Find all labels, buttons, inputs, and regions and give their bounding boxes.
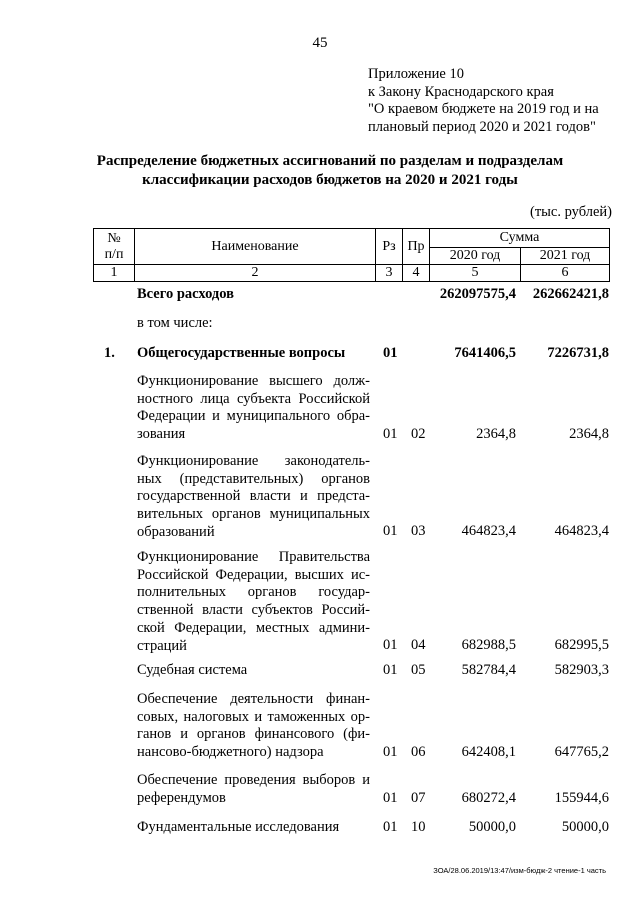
total-2021: 262662421,8: [532, 286, 609, 302]
row-2020: 464823,4: [461, 523, 516, 539]
name-line: Обеспечение деятельности финан-: [137, 691, 370, 707]
row-pr: 05: [411, 662, 426, 678]
row-2020: 2364,8: [476, 426, 516, 442]
row-name: [137, 662, 370, 680]
header-col-3: 3: [376, 265, 403, 282]
name-line: полнительных органов государ-: [137, 584, 370, 601]
name-line: государственной власти и предста-: [137, 488, 370, 505]
table-header: [93, 228, 610, 282]
name-line: Функционирование Правительства: [137, 549, 370, 565]
header-col-1: 1: [94, 265, 135, 282]
row-2020: 50000,0: [468, 819, 516, 835]
header-col-5: 5: [430, 265, 521, 282]
row-pr: 06: [411, 744, 426, 760]
name-line: ственной власти субъектов Россий-: [137, 602, 370, 619]
row-name: [137, 772, 370, 807]
appendix-line: к Закону Краснодарского края: [368, 83, 554, 100]
name-line: ской Федерации, местных админи-: [137, 619, 370, 636]
header-year-2021: 2021 год: [521, 248, 610, 265]
row-rz: 01: [383, 637, 398, 653]
name-line: Функционирование высшего долж-: [137, 373, 370, 389]
row-rz: 01: [383, 790, 398, 806]
header-num-sub: п/п: [104, 246, 124, 262]
section-2021: 7226731,8: [547, 345, 609, 361]
name-line: Федерации и муниципального обра-: [137, 408, 370, 425]
appendix-block: [368, 66, 630, 136]
row-2020: 682988,5: [461, 637, 516, 653]
title-line: классификации расходов бюджетов на 2020 и 2021 годы: [142, 172, 518, 188]
name-line: референдумов: [137, 789, 226, 806]
header-rz: Рз: [376, 229, 403, 265]
name-line: нансово-бюджетного) надзора: [137, 744, 324, 761]
total-2020: 262097575,4: [439, 286, 516, 302]
row-rz: 01: [383, 819, 398, 835]
header-pr: Пр: [403, 229, 430, 265]
name-line: ганов и органов финансового (фи-: [137, 726, 370, 743]
row-name: [137, 453, 370, 542]
name-line: образований: [137, 523, 215, 540]
appendix-line: Приложение 10: [368, 66, 464, 82]
name-line: Обеспечение проведения выборов и: [137, 772, 370, 788]
row-2021: 464823,4: [554, 523, 609, 539]
section-num: 1.: [104, 345, 115, 361]
name-line: Судебная система: [137, 662, 248, 678]
row-2021: 647765,2: [554, 744, 609, 760]
header-sum: Сумма: [430, 229, 610, 248]
header-num: [94, 229, 135, 265]
name-line: Функционирование законодатель-: [137, 453, 370, 469]
row-name: [137, 549, 370, 655]
title-line: Распределение бюджетных ассигнований по разделам и подразделам: [96, 153, 564, 169]
name-line: вительных органов муниципальных: [137, 506, 370, 523]
row-2021: 155944,6: [554, 790, 609, 806]
name-line: совых, налоговых и таможенных ор-: [137, 708, 370, 725]
row-rz: 01: [383, 662, 398, 678]
row-name: [137, 691, 370, 762]
footer-stamp: ЗОА/28.06.2019/13:47/изм-бюдж-2 чтение-1 часть: [433, 866, 606, 875]
page-number: 45: [312, 35, 328, 51]
name-line: зования: [137, 426, 186, 443]
row-2021: 582903,3: [554, 662, 609, 678]
row-name: [137, 373, 370, 444]
header-col-2: 2: [135, 265, 376, 282]
name-line: ностного лица субъекта Российской: [137, 390, 370, 407]
row-pr: 07: [411, 790, 426, 806]
appendix-line: "О краевом бюджете на 2019 год и на: [368, 101, 599, 117]
appendix-line: плановый период 2020 и 2021 годов": [368, 118, 596, 135]
header-name: Наименование: [135, 229, 376, 265]
row-pr: 10: [411, 819, 426, 835]
section-rz: 01: [383, 345, 398, 361]
header-col-6: 6: [521, 265, 610, 282]
units-label: (тыс. рублей): [530, 204, 612, 220]
row-pr: 02: [411, 426, 426, 442]
row-rz: 01: [383, 523, 398, 539]
row-name: [137, 819, 370, 837]
row-2021: 2364,8: [569, 426, 609, 442]
document-title: [60, 152, 600, 190]
name-line: ных (представительных) органов: [137, 470, 370, 487]
row-2020: 680272,4: [461, 790, 516, 806]
row-2020: 642408,1: [461, 744, 516, 760]
including-label: в том числе:: [137, 315, 213, 331]
section-label: Общегосударственные вопросы: [137, 345, 346, 361]
row-pr: 04: [411, 637, 426, 653]
row-rz: 01: [383, 426, 398, 442]
row-rz: 01: [383, 744, 398, 760]
name-line: Российской Федерации, высших ис-: [137, 566, 370, 583]
header-col-4: 4: [403, 265, 430, 282]
row-2020: 582784,4: [461, 662, 516, 678]
row-pr: 03: [411, 523, 426, 539]
row-2021: 682995,5: [554, 637, 609, 653]
header-year-2020: 2020 год: [430, 248, 521, 265]
row-2021: 50000,0: [561, 819, 609, 835]
header-num-label: №: [107, 230, 121, 246]
total-label: Всего расходов: [137, 286, 234, 302]
section-2020: 7641406,5: [454, 345, 516, 361]
name-line: Фундаментальные исследования: [137, 819, 340, 835]
name-line: страций: [137, 637, 187, 654]
